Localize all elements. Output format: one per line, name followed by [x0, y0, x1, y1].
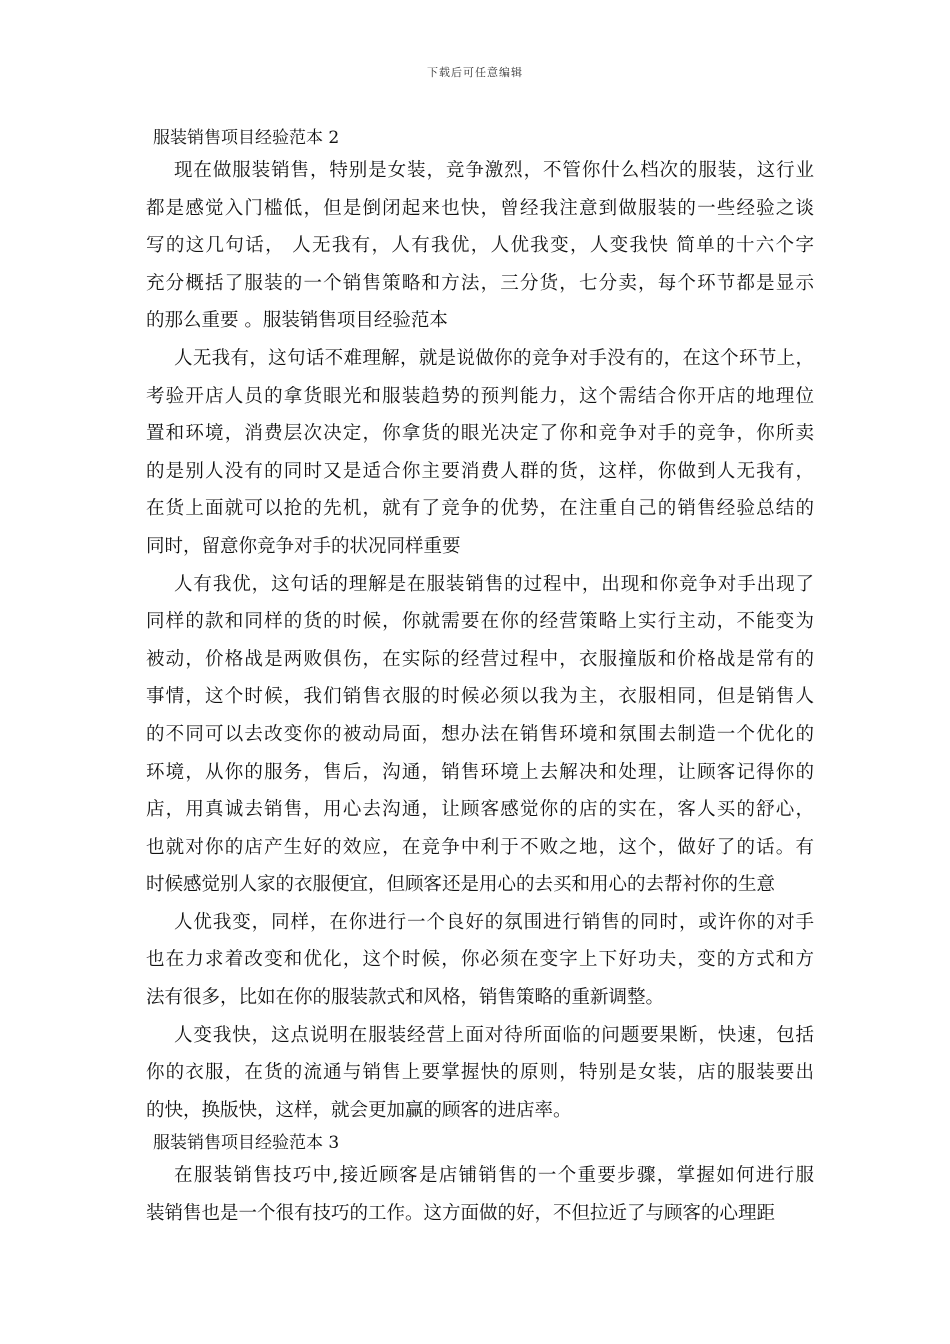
paragraph-line: 时候感觉别人家的衣服便宜，但顾客还是用心的去买和用心的去帮衬你的生意: [146, 874, 776, 896]
paragraph-line: 的不同可以去改变你的被动局面，想办法在销售环境和氛围去制造一个优化的: [146, 723, 814, 745]
section-heading: 服装销售项目经验范本 3: [153, 1133, 340, 1154]
paragraph-line: 人优我变，同样，在你进行一个良好的氛围进行销售的同时，或许你的对手: [174, 911, 814, 933]
paragraph-line: 人有我优，这句话的理解是在服装销售的过程中，出现和你竞争对手出现了: [174, 573, 814, 595]
paragraph-line: 都是感觉入门槛低，但是倒闭起来也快，曾经我注意到做服装的一些经验之谈: [146, 197, 814, 219]
paragraph-line: 人无我有，这句话不难理解，就是说做你的竞争对手没有的，在这个环节上，: [174, 347, 814, 369]
paragraph: [146, 1017, 814, 1130]
section-heading: 服装销售项目经验范本 2: [153, 128, 340, 148]
paragraph-line: 环境，从你的服务，售后，沟通，销售环境上去解决和处理，让顾客记得你的: [146, 761, 814, 783]
paragraph-line: 考验开店人员的拿货眼光和服装趋势的预判能力，这个需结合你开店的地理位: [146, 385, 814, 407]
paragraph-line: 同时，留意你竞争对手的状况同样重要: [146, 535, 461, 557]
paragraph-line: 置和环境，消费层次决定，你拿货的眼光决定了你和竞争对手的竞争，你所卖: [146, 423, 814, 445]
paragraph: [146, 340, 814, 566]
paragraph-line: 你的衣服，在货的流通与销售上要掌握快的原则，特别是女装，店的服装要出: [146, 1062, 814, 1084]
paragraph-line: 同样的款和同样的货的时候，你就需要在你的经营策略上实行主动，不能变为: [146, 611, 814, 633]
paragraph: [146, 1157, 814, 1232]
paragraph: [146, 152, 814, 340]
paragraph: [146, 566, 814, 904]
paragraph-line: 现在做服装销售，特别是女装，竞争激烈，不管你什么档次的服装，这行业: [174, 160, 814, 181]
paragraph-line: 在货上面就可以抢的先机，就有了竞争的优势，在注重自己的销售经验总结的: [146, 498, 814, 520]
paragraph-line: 法有很多，比如在你的服装款式和风格，销售策略的重新调整。: [146, 987, 665, 1009]
paragraph-line: 被动，价格战是两败俱伤，在实际的经营过程中，衣服撞版和价格战是常有的: [146, 648, 814, 670]
paragraph: [146, 904, 814, 1017]
paragraph-line: 的快，换版快，这样，就会更加赢的顾客的进店率。: [146, 1099, 572, 1121]
paragraph-line: 事情，这个时候，我们销售衣服的时候必须以我为主，衣服相同，但是销售人: [146, 686, 814, 708]
paragraph-line: 也在力求着改变和优化，这个时候，你必须在变字上下好功夫，变的方式和方: [146, 949, 814, 971]
paragraph-line: 人变我快，这点说明在服装经营上面对待所面临的问题要果断，快速，包括: [174, 1024, 814, 1046]
paragraph-line: 充分概括了服装的一个销售策略和方法，三分货，七分卖，每个环节都是显示: [146, 272, 814, 294]
paragraph-line: 的那么重要 。服装销售项目经验范本: [146, 310, 448, 332]
page-header: 下载后可任意编辑: [427, 66, 523, 79]
paragraph-line: 装销售也是一个很有技巧的工作。这方面做的好，不但拉近了与顾客的心理距: [146, 1203, 776, 1225]
paragraph-line: 在服装销售技巧中,接近顾客是店铺销售的一个重要步骤，掌握如何进行服: [174, 1165, 814, 1187]
paragraph-line: 的是别人没有的同时又是适合你主要消费人群的货，这样，你做到人无我有，: [146, 460, 814, 482]
paragraph-line: 也就对你的店产生好的效应，在竞争中利于不败之地，这个，做好了的话。有: [146, 836, 814, 858]
paragraph-line: 店，用真诚去销售，用心去沟通，让顾客感觉你的店的实在，客人买的舒心，: [146, 799, 814, 821]
paragraph-line: 写的这几句话， 人无我有，人有我优，人优我变，人变我快 简单的十六个字: [146, 235, 814, 257]
document-body: [146, 124, 814, 1233]
